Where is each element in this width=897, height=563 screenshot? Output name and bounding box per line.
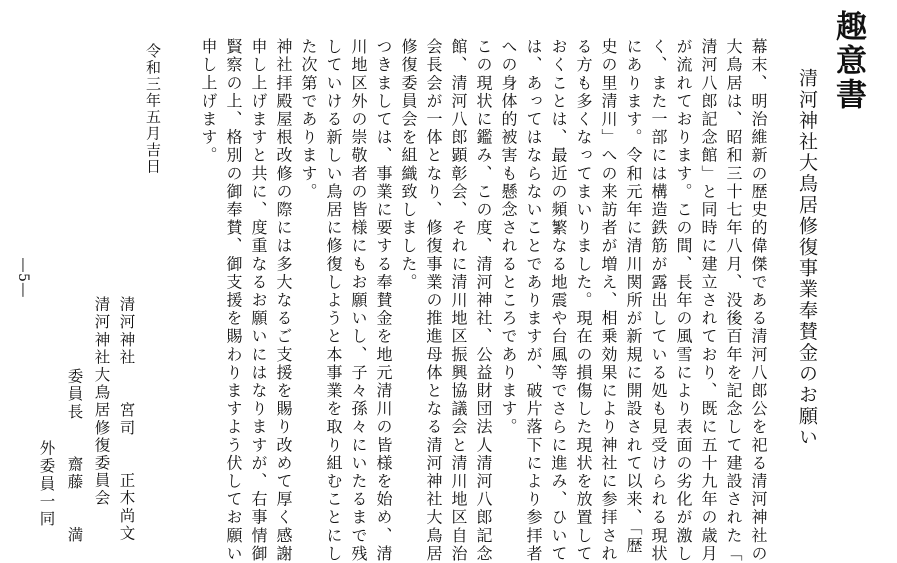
body-line: 申し上げます。 — [199, 38, 218, 165]
body-line: 申し上げますと共に、度重なるお願いにはなりますが、右事情御 — [249, 38, 268, 563]
body-line: 史の里清川」への来訪者が増え、相乗効果により神社に参拝され — [599, 38, 618, 563]
body-line: 館、清河八郎顕彰会、それに清川地区振興協議会と清川地区自治 — [449, 38, 468, 563]
signature-shrine-priest: 清河神社 宮司 正木尚文 — [117, 296, 136, 543]
body-line: していける新しい鳥居に修復しようと本事業を取り組むことにし — [324, 38, 343, 563]
page-number: ―5― — [15, 258, 31, 298]
body-line: る方も多くなってまいりました。現在の損傷した現状を放置して — [574, 38, 593, 563]
document-title: 趣意書 — [830, 10, 866, 112]
body-line: 大鳥居は、昭和三十七年八月、没後百年を記念して建設された「 — [724, 38, 743, 563]
body-line: この現状に鑑み、この度、清河神社、公益財団法人清河八郎記念 — [474, 38, 493, 563]
signature-members: 外委員一同 — [37, 440, 56, 528]
body-line: 神社拝殿屋根改修の際には多大なるご支援を賜り改めて厚く感謝 — [274, 38, 293, 563]
body-line: にあります。令和元年に清川関所が新規に開設されて以来、「歴 — [624, 38, 643, 555]
body-line: つきましては、事業に要する奉賛金を地元清川の皆様を始め、清 — [374, 38, 393, 563]
body-line: 賢察の上、格別の御奉賛、御支援を賜わりますよう伏してお願い — [224, 38, 243, 563]
body-line: 川地区外の崇敬者の皆様にもお願いし、子々孫々にいたるまで残 — [349, 38, 368, 563]
document-date: 令和三年五月吉日 — [144, 43, 162, 175]
signature-chairman: 委員長 齋藤 満 — [65, 368, 84, 544]
body-line: 幕末、明治維新の歴史的偉傑である清河八郎公を祀る清河神社の — [749, 38, 768, 563]
body-line: が流れております。この間、長年の風雪により表面の劣化が激し — [674, 38, 693, 563]
body-line: く、また一部には構造鉄筋が露出している処も見受けられる現状 — [649, 38, 668, 563]
document-subtitle: 清河神社大鳥居修復事業奉賛金のお願い — [796, 68, 818, 448]
body-line: 修復委員会を組織致しました。 — [399, 38, 418, 292]
body-line: 会長会が一体となり、修復事業の推進母体となる清河神社大鳥居 — [424, 38, 443, 563]
body-line: への身体的被害も懸念されるところであります。 — [499, 38, 518, 437]
signature-committee: 清河神社大鳥居修復委員会 — [92, 296, 111, 508]
body-line: た次第であります。 — [299, 38, 318, 201]
body-line: 清河八郎記念館」と同時に建立されており、既に五十九年の歳月 — [699, 38, 718, 563]
body-line: おくことは、最近の頻繁なる地震や台風等でさらに進み、ひいて — [549, 38, 568, 563]
body-line: は、あってはならないことでありますが、破片落下により参拝者 — [524, 38, 543, 563]
